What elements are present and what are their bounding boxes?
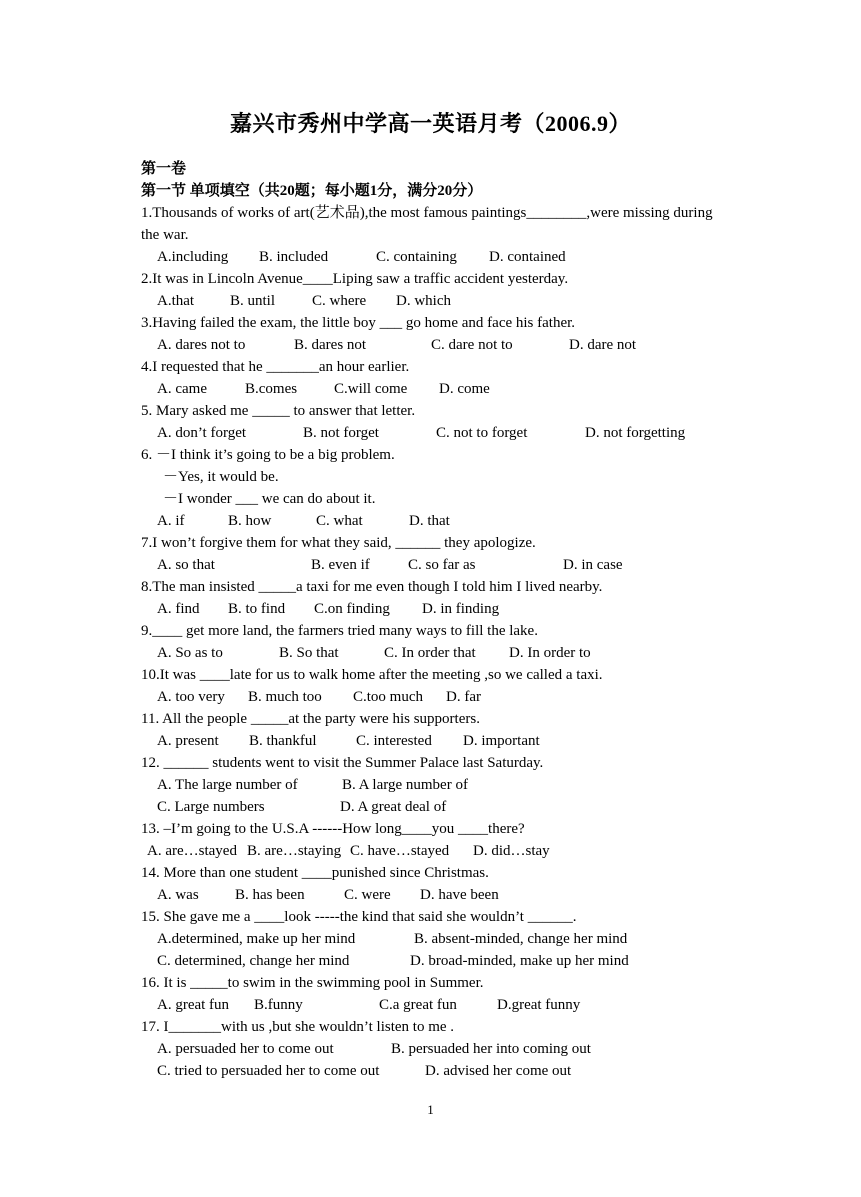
answer-option: C. not to forget (436, 425, 528, 441)
question-stem: 9.____ get more land, the farmers tried many ways to fill the lake. (141, 623, 538, 639)
answer-option: A. great fun (157, 997, 230, 1013)
answer-option: A.that (157, 293, 195, 309)
question-stem: 3.Having failed the exam, the little boy ___ go home and face his father. (141, 315, 576, 331)
answer-option: C.will come (334, 381, 408, 397)
question-item (141, 664, 731, 708)
options-row (141, 774, 731, 796)
answer-option: D. did…stay (473, 843, 550, 859)
answer-option: A. too very (157, 689, 225, 705)
answer-option: D. in case (563, 557, 623, 573)
answer-option: B. absent-minded, change her mind (414, 931, 628, 947)
question-item (141, 312, 731, 356)
answer-option: C. containing (376, 249, 457, 265)
answer-option: C.on finding (314, 601, 390, 617)
answer-option: D. far (446, 689, 481, 705)
section-heading: 第一节 单项填空（共20题；每小题1分，满分20分） (141, 183, 483, 199)
dialog-line: －Yes, it would be. (163, 469, 279, 485)
answer-option: C.a great fun (379, 997, 457, 1013)
question-stem: 4.I requested that he _______an hour earlier. (141, 359, 410, 375)
answer-option: C. tried to persuaded her to come out (157, 1063, 380, 1079)
answer-option: A. so that (157, 557, 215, 573)
options-row (141, 950, 731, 972)
question-stem: 2.It was in Lincoln Avenue____Liping saw a traffic accident yesterday. (141, 271, 569, 287)
question-item (141, 356, 731, 400)
answer-option: C. what (316, 513, 363, 529)
question-stem: 7.I won’t forgive them for what they said, ______ they apologize. (141, 535, 536, 551)
answer-option: C.too much (353, 689, 423, 705)
options-row (141, 730, 731, 752)
question-stem: 13. –I’m going to the U.S.A ------How long____you ____there? (141, 821, 525, 837)
answer-option: A.determined, make up her mind (157, 931, 356, 947)
question-item (141, 268, 731, 312)
options-row (141, 378, 731, 400)
options-row (141, 1038, 731, 1060)
question-stem: 10.It was ____late for us to walk home after the meeting ,so we called a taxi. (141, 667, 603, 683)
page-title: 嘉兴市秀州中学高一英语月考（2006.9） (229, 111, 631, 136)
options-row (141, 554, 731, 576)
question-item (141, 1016, 731, 1082)
question-stem: 17. I_______with us ,but she wouldn’t listen to me . (141, 1019, 455, 1035)
answer-option: C. so far as (408, 557, 476, 573)
answer-option: A. dares not to (157, 337, 246, 353)
answer-option: A. don’t forget (157, 425, 247, 441)
answer-option: B. much too (248, 689, 322, 705)
options-row (141, 1060, 731, 1082)
answer-option: C. have…stayed (350, 843, 450, 859)
question-item (141, 532, 731, 576)
options-row (141, 642, 731, 664)
question-item (141, 400, 731, 444)
answer-option: B.comes (245, 381, 298, 397)
answer-option: D. A great deal of (340, 799, 447, 815)
answer-option: D. which (396, 293, 451, 309)
question-item (141, 752, 731, 818)
answer-option: D. that (409, 513, 450, 529)
answer-option: B. So that (279, 645, 339, 661)
answer-option: A. persuaded her to come out (157, 1041, 334, 1057)
answer-option: A. was (157, 887, 199, 903)
answer-option: B.funny (254, 997, 303, 1013)
answer-option: B. persuaded her into coming out (391, 1041, 591, 1057)
options-row (141, 422, 731, 444)
answer-option: A. if (157, 513, 185, 529)
question-stem: 1.Thousands of works of art(艺术品),the most famous paintings________,were missing during the war. (141, 205, 713, 243)
question-item (141, 202, 731, 268)
answer-option: D. In order to (509, 645, 591, 661)
exam-content (141, 158, 731, 1082)
answer-option: B. to find (228, 601, 286, 617)
answer-option: D. have been (420, 887, 499, 903)
options-row (141, 290, 731, 312)
question-stem: 14. More than one student ____punished since Christmas. (141, 865, 489, 881)
question-stem: 8.The man insisted _____a taxi for me even though I told him I lived nearby. (141, 579, 603, 595)
options-row (141, 840, 731, 862)
answer-option: B. not forget (303, 425, 379, 441)
question-item (141, 906, 731, 972)
answer-option: A.including (157, 249, 229, 265)
dialog-line: －I wonder ___ we can do about it. (163, 491, 376, 507)
question-stem: 16. It is _____to swim in the swimming pool in Summer. (141, 975, 484, 991)
answer-option: D. come (439, 381, 490, 397)
answer-option: C. dare not to (431, 337, 513, 353)
answer-option: D. broad-minded, make up her mind (410, 953, 629, 969)
options-row (141, 510, 731, 532)
answer-option: A. So as to (157, 645, 223, 661)
answer-option: A. present (157, 733, 219, 749)
options-row (141, 598, 731, 620)
question-item (141, 972, 731, 1016)
question-item (141, 708, 731, 752)
question-stem: 12. ______ students went to visit the Summer Palace last Saturday. (141, 755, 544, 771)
answer-option: B. thankful (249, 733, 317, 749)
question-stem: 11. All the people _____at the party were his supporters. (141, 711, 480, 727)
answer-option: B. how (228, 513, 272, 529)
question-stem: 6. －I think it’s going to be a big problem. (141, 447, 395, 463)
answer-option: D. important (463, 733, 540, 749)
answer-option: D. in finding (422, 601, 500, 617)
question-list (141, 202, 731, 1082)
answer-option: A. came (157, 381, 207, 397)
options-row (141, 928, 731, 950)
answer-option: B. has been (235, 887, 305, 903)
answer-option: D. contained (489, 249, 566, 265)
answer-option: C. were (344, 887, 391, 903)
answer-option: B. dares not (294, 337, 367, 353)
question-stem: 5. Mary asked me _____ to answer that letter. (141, 403, 416, 419)
options-row (141, 686, 731, 708)
volume-heading: 第一卷 (141, 161, 187, 177)
answer-option: B. even if (311, 557, 370, 573)
options-row (141, 334, 731, 356)
options-row (141, 796, 731, 818)
question-item (141, 862, 731, 906)
answer-option: C. Large numbers (157, 799, 265, 815)
page-number: 1 (427, 1102, 434, 1117)
options-row (141, 884, 731, 906)
answer-option: A. The large number of (157, 777, 298, 793)
question-stem: 15. She gave me a ____look -----the kind that said she wouldn’t ______. (141, 909, 577, 925)
answer-option: D. not forgetting (585, 425, 686, 441)
answer-option: A. are…stayed (147, 843, 237, 859)
answer-option: B. included (259, 249, 329, 265)
question-item (141, 576, 731, 620)
options-row (141, 994, 731, 1016)
answer-option: C. interested (356, 733, 432, 749)
answer-option: B. are…staying (247, 843, 342, 859)
answer-option: C. where (312, 293, 367, 309)
answer-option: A. find (157, 601, 200, 617)
question-item (141, 620, 731, 664)
question-item (141, 444, 731, 532)
answer-option: C. determined, change her mind (157, 953, 350, 969)
answer-option: C. In order that (384, 645, 476, 661)
answer-option: D. dare not (569, 337, 637, 353)
answer-option: B. A large number of (342, 777, 468, 793)
answer-option: D. advised her come out (425, 1063, 572, 1079)
answer-option: D.great funny (497, 997, 581, 1013)
question-item (141, 818, 731, 862)
answer-option: B. until (230, 293, 276, 309)
options-row (141, 246, 731, 268)
